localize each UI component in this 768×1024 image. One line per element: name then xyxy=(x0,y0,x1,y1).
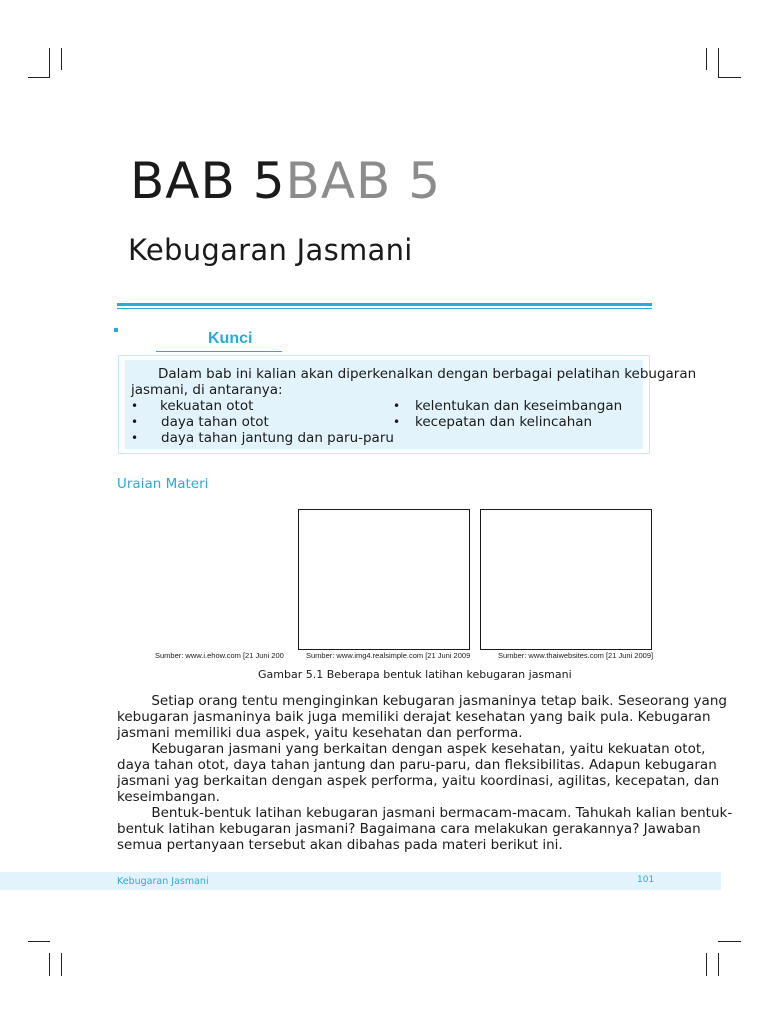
key-intro-line1: Dalam bab ini kalian akan diperkenalkan dengan berbagai pelatihan kebugaran xyxy=(158,366,697,382)
key-box-heading: Kunci xyxy=(208,330,253,347)
page-number: 101 xyxy=(637,875,655,885)
body-line: semua pertanyaan tersebut akan dibahas pada materi berikut ini. xyxy=(117,837,563,853)
body-line: Setiap orang tentu menginginkan kebugaran jasmaninya tetap baik. Seseorang yang xyxy=(117,693,727,709)
key-item-label: kelentukan dan keseimbangan xyxy=(415,398,623,414)
bullet-icon: • xyxy=(131,431,139,445)
bullet-icon: • xyxy=(131,415,139,429)
bullet-icon: • xyxy=(393,415,401,429)
chapter-number-ghost: BAB 5 xyxy=(285,152,442,210)
accent-dot xyxy=(114,328,118,332)
body-line: jasmani memiliki dua aspek, yaitu kesehatan dan performa. xyxy=(117,725,523,741)
body-line: daya tahan otot, daya tahan jantung dan paru-paru, dan fleksibilitas. Adapun kebugaran xyxy=(117,757,717,773)
key-item-label: kekuatan otot xyxy=(160,398,254,414)
bullet-icon: • xyxy=(393,399,401,413)
key-item-label: kecepatan dan kelincahan xyxy=(415,414,593,430)
heading-rule-thin xyxy=(117,308,652,309)
body-line: Kebugaran jasmani yang berkaitan dengan aspek kesehatan, yaitu kekuatan otot, xyxy=(117,741,706,757)
chapter-number: BAB 5 xyxy=(130,152,286,210)
key-item-label: daya tahan jantung dan paru-paru xyxy=(161,430,394,446)
chapter-title: Kebugaran Jasmani xyxy=(128,233,413,267)
footer-band xyxy=(0,872,721,890)
body-line: jasmani yag berkaitan dengan aspek performa, yaitu koordinasi, agilitas, kecepatan, dan xyxy=(117,773,720,789)
section-title: Uraian Materi xyxy=(117,476,209,492)
footer-running-title: Kebugaran Jasmani xyxy=(117,876,209,887)
body-line: Bentuk-bentuk latihan kebugaran jasmani bermacam-macam. Tahukah kalian bentuk- xyxy=(117,805,733,821)
key-intro-line2: jasmani, di antaranya: xyxy=(131,382,283,398)
body-line: keseimbangan. xyxy=(117,789,220,805)
key-heading-underline xyxy=(156,351,282,352)
heading-rule-thick xyxy=(117,303,652,306)
key-item-label: daya tahan otot xyxy=(161,414,269,430)
figure-source-3: Sumber: www.thaiwebsites.com [21 Juni 2009] xyxy=(498,651,654,660)
figure-source-1: Sumber: www.i.ehow.com [21 Juni 200 xyxy=(155,651,284,660)
figure-image-placeholder xyxy=(298,509,470,650)
body-line: bentuk latihan kebugaran jasmani? Bagaimana cara melakukan gerakannya? Jawaban xyxy=(117,821,701,837)
figure-caption: Gambar 5.1 Beberapa bentuk latihan kebugaran jasmani xyxy=(258,668,572,681)
figure-image-placeholder xyxy=(480,509,652,650)
chapter-label xyxy=(130,150,441,212)
figure-source-2: Sumber: www.img4.realsimple.com [21 Juni 2009 xyxy=(306,651,471,660)
bullet-icon: • xyxy=(131,399,139,413)
body-line: kebugaran jasmaninya baik juga memiliki derajat kesehatan yang baik pula. Kebugaran xyxy=(117,709,711,725)
